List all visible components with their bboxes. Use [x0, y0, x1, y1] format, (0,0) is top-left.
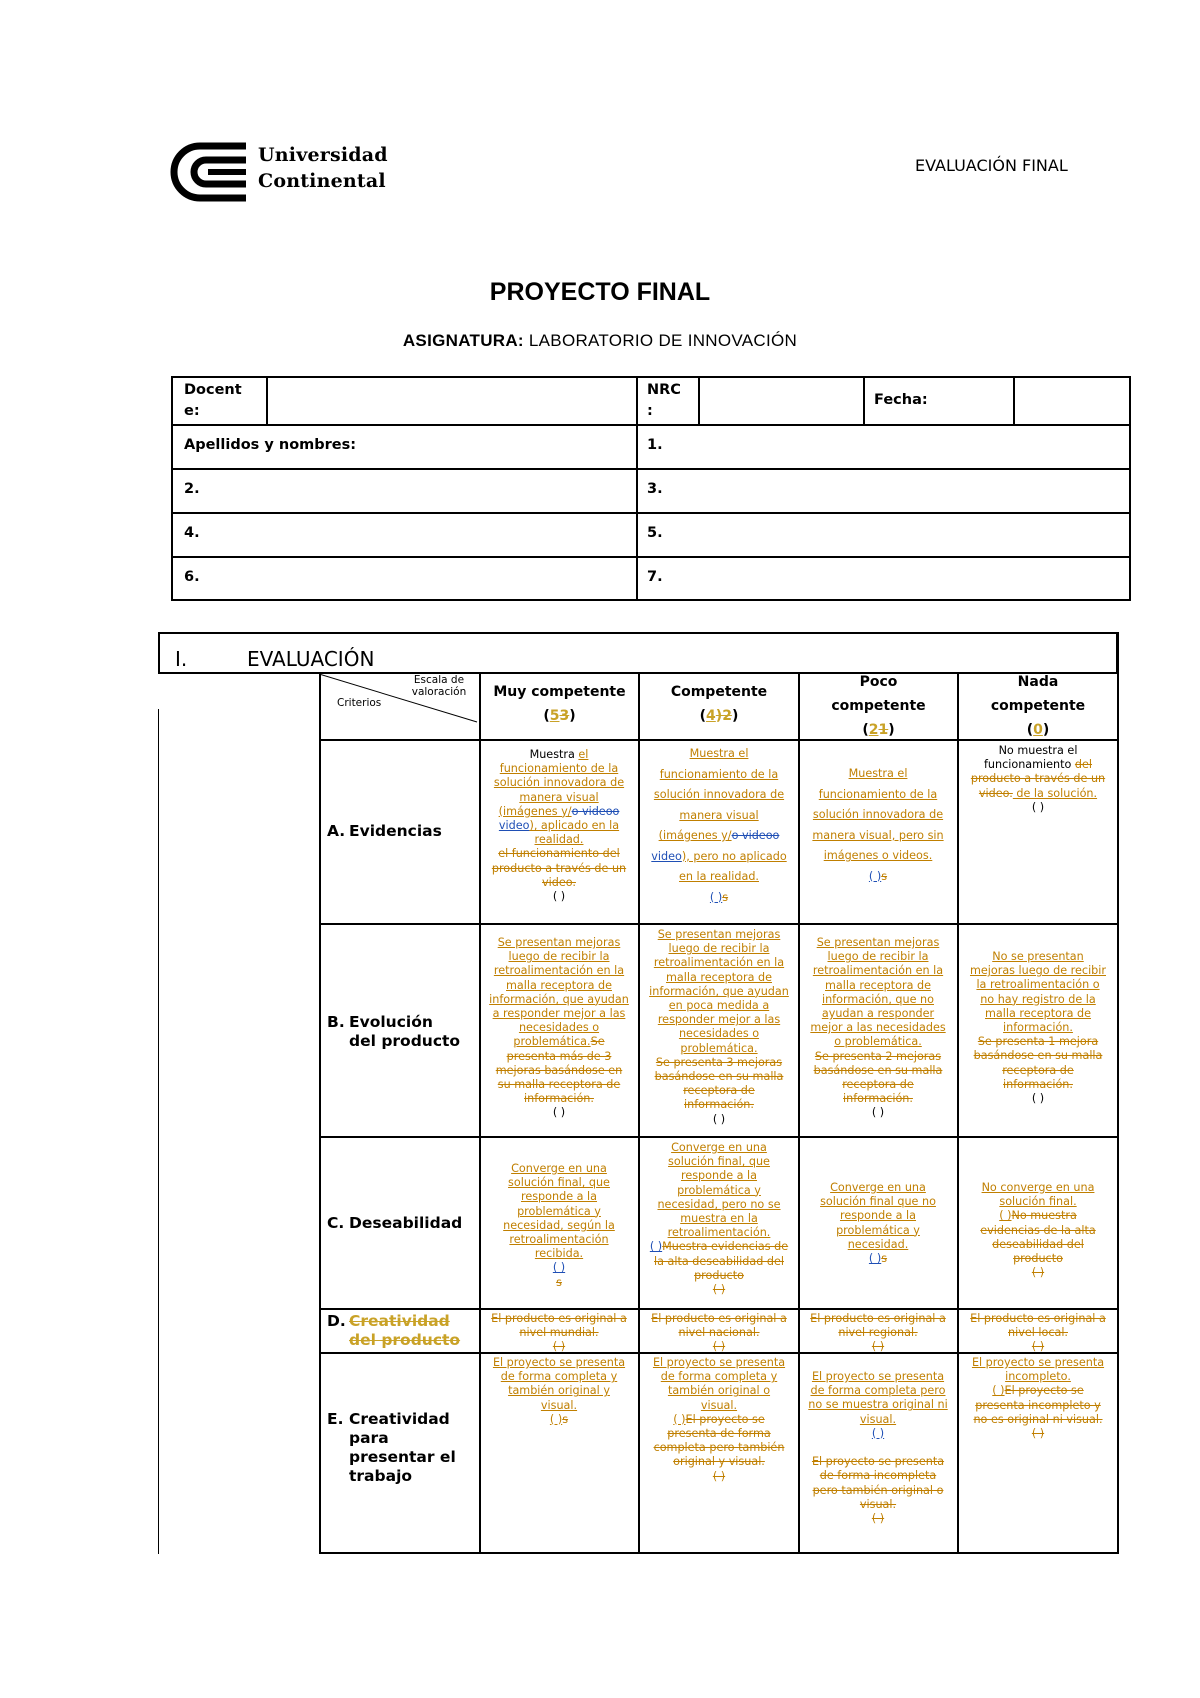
- cell-text-segment: ( ): [712, 1283, 726, 1297]
- rubric-col-divider: [798, 672, 800, 1554]
- cell-text-segment: El proyecto se presenta incompleto.: [971, 1356, 1105, 1384]
- level-name-2: competente: [831, 698, 926, 714]
- cell-text-segment: El proyecto se presenta de forma completa y también original o visual.: [652, 1356, 786, 1412]
- rubric-cell-c-muy[interactable]: [489, 1162, 629, 1290]
- cell-text-segment: El proyecto se presenta de forma completa pero no se muestra original ni visual.: [808, 1370, 948, 1426]
- cell-text-segment: ( ): [1031, 1427, 1045, 1441]
- cell-text-segment: ( ): [712, 1469, 726, 1483]
- student-field-2[interactable]: 2.: [184, 481, 200, 497]
- cell-text-segment: El producto es original a nivel local.: [970, 1312, 1106, 1340]
- level-score: (21): [862, 722, 895, 738]
- cell-text-segment: o videoo: [731, 829, 780, 842]
- cell-text-segment: ( ): [1031, 1092, 1045, 1106]
- level-name: Nada: [1017, 674, 1059, 690]
- cell-text-segment: ), pero no aplicado en la realidad.: [679, 849, 787, 883]
- scale-label-line1: Escala de: [413, 674, 465, 686]
- cell-text-segment: de la solución.: [1012, 786, 1098, 800]
- cell-text-segment: Se presentan mejoras luego de recibir la retroalimentación en la malla receptora de información, que no ayudan a responder mejor a las necesidades o problemática.: [810, 936, 946, 1049]
- cell-text-segment: No muestra el funcionamiento: [983, 744, 1078, 772]
- cell-text-segment: Muestra evidencias de la alta deseabilidad del producto: [654, 1240, 789, 1282]
- criterion-b: B. Evolución del producto: [327, 1013, 461, 1050]
- rubric-row-divider: [319, 923, 1119, 925]
- rubric-cell-b-muy[interactable]: [489, 936, 629, 1121]
- section-title: [175, 647, 374, 671]
- docente-label: Docent e:: [184, 382, 242, 419]
- cell-text-segment: ( ): [649, 1240, 663, 1254]
- fecha-label: Fecha:: [874, 392, 928, 408]
- student-field-1[interactable]: 1.: [647, 437, 663, 453]
- cell-text-segment: el funcionamiento de la solución innovadora de manera visual (imágenes y/: [493, 748, 625, 818]
- cell-text-segment: Muestra el funcionamiento de la solución innovadora de manera visual, pero sin imágenes o videos.: [812, 767, 944, 862]
- level-header-nada-competente: [959, 670, 1117, 742]
- rubric-row-divider: [319, 1136, 1119, 1138]
- table-row-divider: [173, 424, 1129, 426]
- cell-text-segment: del producto a través de un video.: [970, 758, 1106, 800]
- rubric-cell-c-poco[interactable]: [808, 1181, 948, 1266]
- level-header-muy-competente: [481, 680, 638, 728]
- cell-text-segment: No converge en una solución final.: [981, 1181, 1095, 1209]
- rubric-cell-e-competente[interactable]: [649, 1356, 789, 1484]
- subject-line: [0, 331, 1200, 351]
- rubric-cell-a-nada[interactable]: [968, 744, 1108, 815]
- header-right-title: EVALUACIÓN FINAL: [915, 156, 1068, 175]
- university-logo: [170, 140, 530, 204]
- rubric-col-divider: [1117, 672, 1119, 1554]
- cell-text-segment: No se presentan mejoras luego de recibir la retroalimentación o no hay registro de la malla receptora de información.: [969, 950, 1106, 1035]
- student-field-7[interactable]: 7.: [647, 569, 663, 585]
- rubric-cell-b-nada[interactable]: [968, 950, 1108, 1106]
- apellidos-label: Apellidos y nombres:: [184, 437, 357, 453]
- cell-text-segment: ( ): [712, 1340, 726, 1354]
- cell-text-segment: ( ): [549, 1412, 563, 1426]
- subject-label: ASIGNATURA:: [402, 331, 524, 350]
- margin-line: [158, 709, 159, 1554]
- table-row-divider: [173, 556, 1129, 558]
- level-score: (53): [543, 708, 576, 724]
- cell-text-segment: ( ): [871, 1512, 885, 1526]
- section-number: I.: [175, 647, 188, 671]
- cell-text-segment: ( ): [992, 1384, 1005, 1398]
- rubric-col-divider: [638, 672, 640, 1554]
- criterion-e: E. Creatividad para presentar el trabajo: [327, 1410, 456, 1485]
- cell-text-segment: El proyecto se presenta de forma completa pero también original y visual.: [653, 1412, 785, 1469]
- rubric-cell-e-nada[interactable]: [968, 1356, 1108, 1441]
- cell-text-segment: No muestra evidencias de la alta deseabilidad del producto: [980, 1209, 1096, 1266]
- criterion-d: D. Creatividad del producto: [327, 1312, 461, 1349]
- logo-text-line2: Continental: [258, 170, 386, 192]
- cell-text-segment: Converge en una solución final, que responde a la problemática y necesidad, según la retroalimentación recibida.: [503, 1162, 615, 1261]
- rubric-cell-e-poco[interactable]: [808, 1370, 948, 1526]
- cell-text-segment: s: [881, 1252, 888, 1266]
- cell-text-segment: ( ): [999, 1209, 1012, 1223]
- cell-text-segment: Converge en una solución final que no responde a la problemática y necesidad.: [820, 1181, 936, 1251]
- level-name: Poco: [859, 674, 898, 690]
- cell-text-segment: ( ): [1031, 1340, 1045, 1354]
- cell-text-segment: Se presenta 2 mejoras basándose en su malla receptora de información.: [813, 1049, 943, 1106]
- cell-text-segment: s: [556, 1275, 562, 1289]
- table-col-divider: [636, 378, 638, 601]
- cell-text-segment: El producto es original a nivel nacional.: [651, 1312, 787, 1340]
- cell-text-segment: ( ): [871, 1106, 885, 1120]
- cell-text-segment: Converge en una solución final, que responde a la problemática y necesidad, pero no se muestra en la retroalimentación.: [657, 1141, 781, 1240]
- cell-text-segment: El proyecto se presenta de forma incompleta pero también original o visual.: [811, 1455, 945, 1511]
- cell-text-segment: Muestra: [529, 748, 579, 761]
- rubric-row-divider: [319, 1308, 1119, 1310]
- section-title-text: EVALUACIÓN: [247, 647, 375, 671]
- level-header-competente: [640, 680, 798, 728]
- table-col-divider: [266, 378, 268, 424]
- rubric-cell-d-muy[interactable]: [489, 1312, 629, 1355]
- cell-text-segment: ( ): [871, 1340, 885, 1354]
- cell-text-segment: ( ): [868, 1252, 882, 1266]
- rubric-cell-d-poco[interactable]: [808, 1312, 948, 1355]
- university-logo-icon: [170, 140, 250, 204]
- cell-text-segment: ( ): [871, 1426, 885, 1440]
- scale-label-line2: valoración: [411, 686, 467, 698]
- rubric-cell-d-nada[interactable]: [968, 1312, 1108, 1355]
- rubric-table: [319, 672, 1119, 1554]
- level-score: (0): [1026, 722, 1050, 738]
- cell-text-segment: video: [498, 819, 530, 833]
- level-name: Muy competente: [493, 684, 626, 700]
- cell-text-segment: ( ): [712, 1112, 726, 1126]
- cell-text-segment: ( ): [552, 890, 566, 904]
- rubric-cell-a-muy[interactable]: [489, 748, 629, 904]
- cell-text-segment: El proyecto se presenta de forma completa y también original y visual.: [492, 1356, 626, 1412]
- table-col-divider: [863, 378, 865, 424]
- student-field-5[interactable]: 5.: [647, 525, 663, 541]
- cell-text-segment: ( ): [552, 1106, 566, 1120]
- cell-text-segment: ( ): [1031, 800, 1045, 814]
- table-row-divider: [173, 512, 1129, 514]
- cell-text-segment: Se presenta más de 3 mejoras basándose en su malla receptora de información.: [495, 1035, 623, 1106]
- cell-text-segment: s: [722, 890, 729, 904]
- cell-text-segment: Se presentan mejoras luego de recibir la retroalimentación en la malla receptora de información, que ayudan a responder mejor a las necesidades o problemática.: [489, 936, 629, 1049]
- logo-text-line1: Universidad: [258, 144, 388, 166]
- table-col-divider: [698, 378, 700, 424]
- docente-field[interactable]: [269, 378, 635, 424]
- cell-text-segment: Muestra el funcionamiento de la solución innovadora de manera visual (imágenes y/: [653, 747, 785, 842]
- nrc-field[interactable]: [701, 378, 862, 424]
- cell-text-segment: ( ): [673, 1412, 686, 1426]
- cell-text-segment: ( ): [552, 1261, 566, 1275]
- student-field-6[interactable]: 6.: [184, 569, 200, 585]
- rubric-cell-d-competente[interactable]: [649, 1312, 789, 1355]
- rubric-cell-b-competente[interactable]: [649, 928, 789, 1127]
- cell-text-segment: El proyecto se presenta incompleto y no es original ni visual.: [973, 1384, 1103, 1426]
- student-field-3[interactable]: 3.: [647, 481, 663, 497]
- cell-text-segment: El producto es original a nivel mundial.: [491, 1312, 627, 1340]
- cell-text-segment: ( ): [868, 869, 882, 883]
- cell-text-segment: Se presentan mejoras luego de recibir la retroalimentación en la malla receptora de información, que ayudan en poca medida a responder mejor a las necesidades o problemática.: [649, 928, 789, 1055]
- level-header-poco-competente: [800, 670, 957, 742]
- fecha-field[interactable]: [1016, 378, 1129, 424]
- scale-label: [389, 674, 489, 698]
- student-info-table: [171, 376, 1131, 601]
- cell-text-segment: ( ): [552, 1340, 566, 1354]
- rubric-row-divider: [319, 1552, 1119, 1554]
- cell-text-segment: o videoo: [571, 804, 620, 818]
- cell-text-segment: s: [562, 1412, 569, 1426]
- table-col-divider: [1013, 378, 1015, 424]
- rubric-cell-c-competente[interactable]: [649, 1141, 789, 1297]
- criterion-c: C. Deseabilidad: [327, 1214, 463, 1232]
- cell-text-segment: s: [881, 869, 888, 883]
- rubric-cell-a-competente[interactable]: [649, 744, 789, 908]
- rubric-cell-a-poco[interactable]: [808, 764, 948, 887]
- level-name-2: competente: [990, 698, 1086, 714]
- cell-text-segment: video: [651, 849, 682, 863]
- cell-text-segment: el funcionamiento del producto a través de un video.: [491, 847, 627, 889]
- level-score: (4)2): [699, 708, 739, 724]
- table-row-divider: [173, 468, 1129, 470]
- rubric-cell-e-muy[interactable]: [489, 1356, 629, 1427]
- level-name: Competente: [670, 684, 768, 700]
- criterion-a: A. Evidencias: [327, 822, 442, 840]
- cell-text-segment: ( ): [1031, 1266, 1045, 1280]
- cell-text-segment: ( ): [709, 890, 723, 904]
- cell-text-segment: Se presenta 3 mejoras basándose en su malla receptora de información.: [654, 1055, 784, 1112]
- rubric-col-divider: [479, 672, 481, 1554]
- page-title: PROYECTO FINAL: [489, 278, 711, 306]
- rubric-col-divider: [319, 672, 321, 1554]
- nrc-label: NRC :: [647, 382, 681, 419]
- cell-text-segment: Se presenta 1 mejora basándose en su malla receptora de información.: [973, 1035, 1103, 1091]
- subject-value: LABORATORIO DE INNOVACIÓN: [523, 331, 798, 350]
- student-field-4[interactable]: 4.: [184, 525, 200, 541]
- rubric-col-divider: [957, 672, 959, 1554]
- rubric-cell-c-nada[interactable]: [968, 1181, 1108, 1280]
- cell-text-segment: El producto es original a nivel regional.: [810, 1312, 946, 1340]
- criteria-label: Criterios: [337, 697, 382, 709]
- rubric-cell-b-poco[interactable]: [808, 936, 948, 1121]
- cell-text-segment: ), aplicado en la realidad.: [529, 819, 620, 847]
